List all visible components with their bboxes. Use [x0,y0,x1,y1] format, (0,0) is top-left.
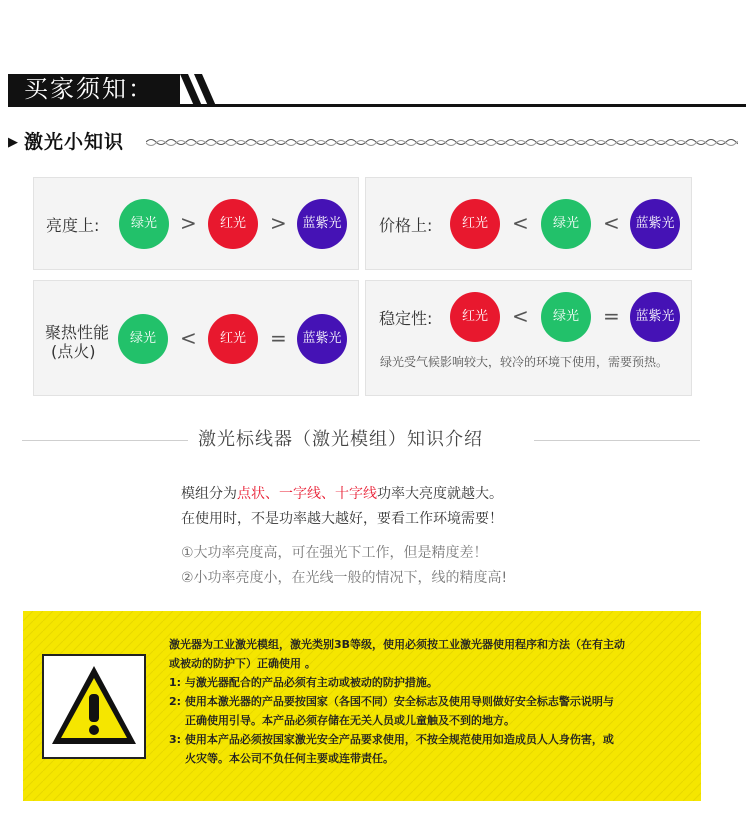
heat-performance-box [33,280,359,396]
module-knowledge-section-header [0,425,750,455]
intro-highlight: 点状、一字线、十字线 [237,486,377,502]
intro-line-1-prefix: 模组分为 [181,486,237,502]
red-light-circle: 红光 [450,292,500,342]
warning-item-1: 1: 与激光器配合的产品必须有主动或被动的防护措施。 [169,676,438,689]
red-light-circle: 红光 [450,199,500,249]
stability-label: 稳定性: [379,309,433,328]
stability-compare-box [365,280,692,396]
section-divider-right [534,440,700,441]
warning-item-2a: 2: 使用本激光器的产品要按国家（各国不同）安全标志及使用导则做好安全标志警示说明与 [169,695,614,708]
warning-item-2b: 正确使用引导。本产品必须存储在无关人员或儿童触及不到的地方。 [185,714,515,727]
safety-warning-panel [23,611,701,801]
greater-than-sign: > [270,211,287,235]
intro-line-3: ①大功率亮度高，可在强光下工作，但是精度差！ [181,545,488,561]
warning-item-3b: 火灾等。本公司不负任何主要或连带责任。 [185,752,394,765]
intro-line-2: 在使用时，不是功率越大越好，要看工作环境需要！ [181,511,503,527]
laser-knowledge-subtitle [8,128,738,156]
green-light-circle: 绿光 [541,199,591,249]
buyer-notice-title: 买家须知： [8,74,180,104]
header-slash-decoration [174,74,218,106]
blue-violet-light-circle: 蓝紫光 [630,199,680,249]
greater-than-sign: > [180,211,197,235]
blue-violet-light-circle: 蓝紫光 [630,292,680,342]
equals-sign: = [603,304,620,328]
brightness-label: 亮度上: [46,216,100,235]
brightness-compare-box [33,177,359,270]
less-than-sign: < [512,211,529,235]
section-divider-left [22,440,188,441]
equals-sign: = [270,326,287,350]
price-compare-box [365,177,692,270]
warning-icon-frame [42,654,146,759]
header-underline [8,104,746,107]
less-than-sign: < [512,304,529,328]
buyer-notice-header [8,74,746,108]
heat-performance-label: 聚热性能 [45,323,110,342]
warning-item-3a: 3: 使用本产品必须按国家激光安全产品要求使用，不按全规范使用如造成员人人身伤害，或 [169,733,614,746]
intro-line-1 [181,483,503,505]
green-light-circle: 绿光 [541,292,591,342]
section-title: 激光标线器（激光模组）知识介绍 [198,429,483,450]
price-label: 价格上: [379,216,433,235]
less-than-sign: < [603,211,620,235]
warning-text [169,635,689,768]
blue-violet-light-circle: 蓝紫光 [297,314,347,364]
green-light-note: 绿光受气候影响较大，较冷的环境下使用，需要预热。 [380,355,669,369]
intro-line-4: ②小功率亮度小，在光线一般的情况下，线的精度高! [181,570,508,586]
subtitle-text: 激光小知识 [24,131,125,153]
green-light-circle: 绿光 [119,199,169,249]
ignition-label: (点火) [51,342,96,361]
warning-line-1: 激光器为工业激光模组，激光类别3B等级，使用必须按工业激光器使用程序和方法（在有主动 [169,638,626,651]
warning-line-2: 或被动的防护下）正确使用 。 [169,657,316,670]
red-light-circle: 红光 [208,199,258,249]
green-light-circle: 绿光 [118,314,168,364]
red-light-circle: 红光 [208,314,258,364]
less-than-sign: < [180,326,197,350]
warning-triangle-icon [44,656,144,757]
triangle-arrow-icon: ▶ [8,135,18,150]
blue-violet-light-circle: 蓝紫光 [297,199,347,249]
intro-line-1-suffix: 功率大亮度就越大。 [377,486,503,502]
wave-divider [146,134,738,150]
